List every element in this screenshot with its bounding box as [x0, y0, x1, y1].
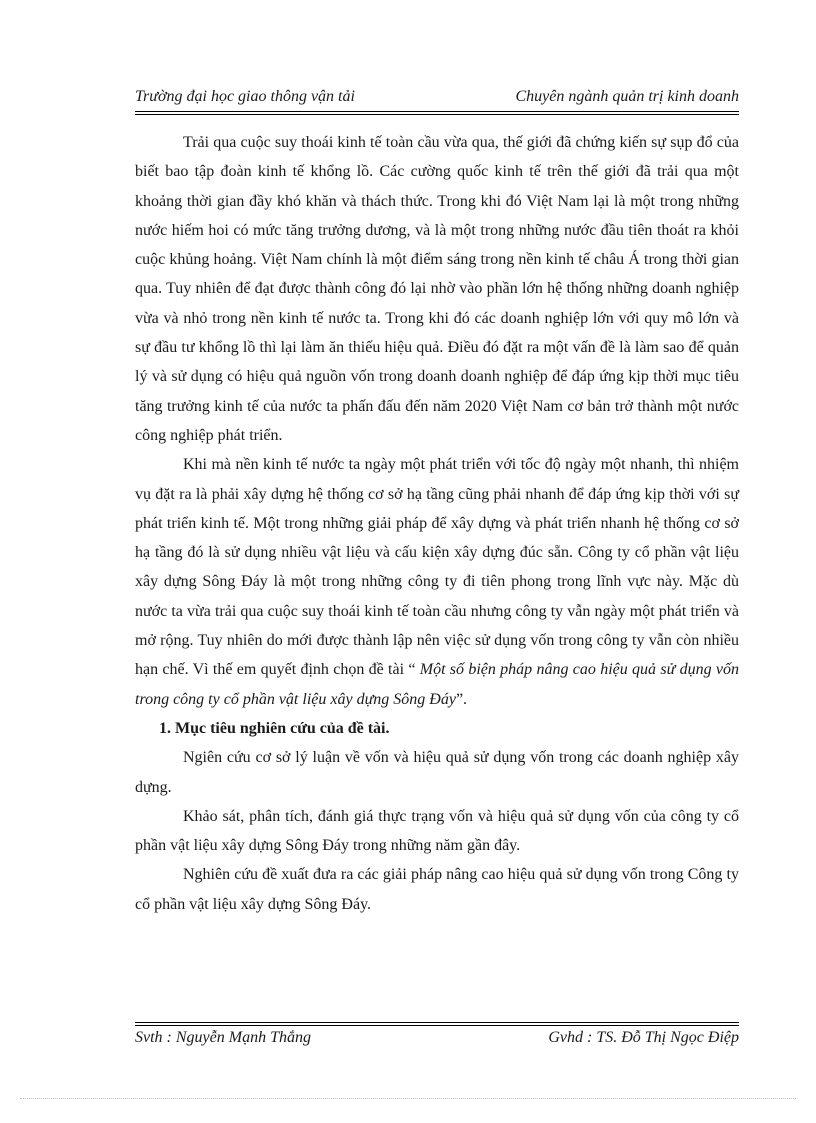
page-edge-divider — [20, 1098, 796, 1099]
footer-student: Svth : Nguyễn Mạnh Thắng — [135, 1029, 311, 1046]
footer-supervisor: Gvhd : TS. Đỗ Thị Ngọc Điệp — [548, 1029, 739, 1046]
paragraph-topic-end: ”. — [455, 690, 468, 708]
paragraph-topic-text: Khi mà nền kinh tế nước ta ngày một phát triển với tốc độ ngày một nhanh, thì nhiệm vụ đặt ra là phải xây dựng hệ thống cơ sở hạ tầng cũng phải nhanh để đáp ứng kịp thời với sự phát triển kinh tế. Một trong những giải pháp để xây dựng và phát triển nhanh hệ thống cơ sở hạ tầng đó là sử dụng nhiều vật liệu và cấu kiện xây dựng đúc sẵn. Công ty cổ phần vật liệu xây dựng Sông Đáy là một trong những công ty đi tiên phong trong lĩnh vực này. Mặc dù nước ta vừa trải qua cuộc suy thoái kinh tế toàn cầu nhưng công ty vẫn ngày một phát triển và mở rộng. Tuy nhiên do mới được thành lập nên việc sử dụng vốn trong công ty vẫn còn nhiều hạn chế. Vì thế em quyết định chọn đề tài “ — [135, 456, 739, 679]
paragraph-objective-2: Khảo sát, phân tích, đánh giá thực trạng vốn và hiệu quả sử dụng vốn của công ty cổ phần vật liệu xây dựng Sông Đáy trong những năm gần đây. — [135, 807, 739, 855]
topic-title: Một số biện pháp nâng cao hiệu quả sử dụng vốn trong công ty cổ phần vật liệu xây dựng Sông Đáy — [135, 661, 740, 708]
section-heading: 1. Mục tiêu nghiên cứu của đề tài. — [159, 719, 390, 737]
page-footer — [135, 1029, 739, 1051]
footer-rule — [135, 1022, 739, 1026]
header-rule — [135, 111, 739, 115]
paragraph-intro: Trải qua cuộc suy thoái kinh tế toàn cầu vừa qua, thế giới đã chứng kiến sự sụp đổ của biết bao tập đoàn kinh tế khổng lồ. Các cường quốc kinh tế trên thế giới đã trải qua một khoảng thời gian đầy khó khăn và thách thức. Trong khi đó Việt Nam lại là một trong những nước hiếm hoi có mức tăng trưởng dương, và là một trong những nước đầu tiên thoát ra khỏi cuộc khủng hoảng. Việt Nam chính là một điểm sáng trong nền kinh tế châu Á trong thời gian qua. Tuy nhiên để đạt được thành công đó lại nhờ vào phần lớn hệ thống những doanh nghiệp vừa và nhỏ trong nền kinh tế nước ta. Trong khi đó các doanh nghiệp lớn với quy mô lớn và sự đầu tư khổng lồ thì lại làm ăn thiếu hiệu quả. Điều đó đặt ra một vấn đề là làm sao để quản lý và sử dụng có hiệu quả nguồn vốn trong doanh doanh nghiệp để đáp ứng kịp thời mục tiêu tăng trưởng kinh tế của nước ta phấn đấu đến năm 2020 Việt Nam cơ bản trở thành một nước công nghiệp phát triển. — [135, 134, 739, 444]
paragraph-objective-1: Ngiên cứu cơ sở lý luận về vốn và hiệu quả sử dụng vốn trong các doanh nghiệp xây dựng. — [135, 749, 739, 796]
document-body — [135, 128, 739, 919]
header-major: Chuyên ngành quản trị kinh doanh — [515, 88, 739, 105]
page-header — [135, 88, 739, 110]
paragraph-objective-3: Nghiên cứu đề xuất đưa ra các giải pháp nâng cao hiệu quả sử dụng vốn trong Công ty cổ phần vật liệu xây dựng Sông Đáy. — [135, 866, 739, 913]
paragraph-topic — [135, 450, 739, 714]
header-university: Trường đại học giao thông vận tải — [135, 88, 355, 105]
